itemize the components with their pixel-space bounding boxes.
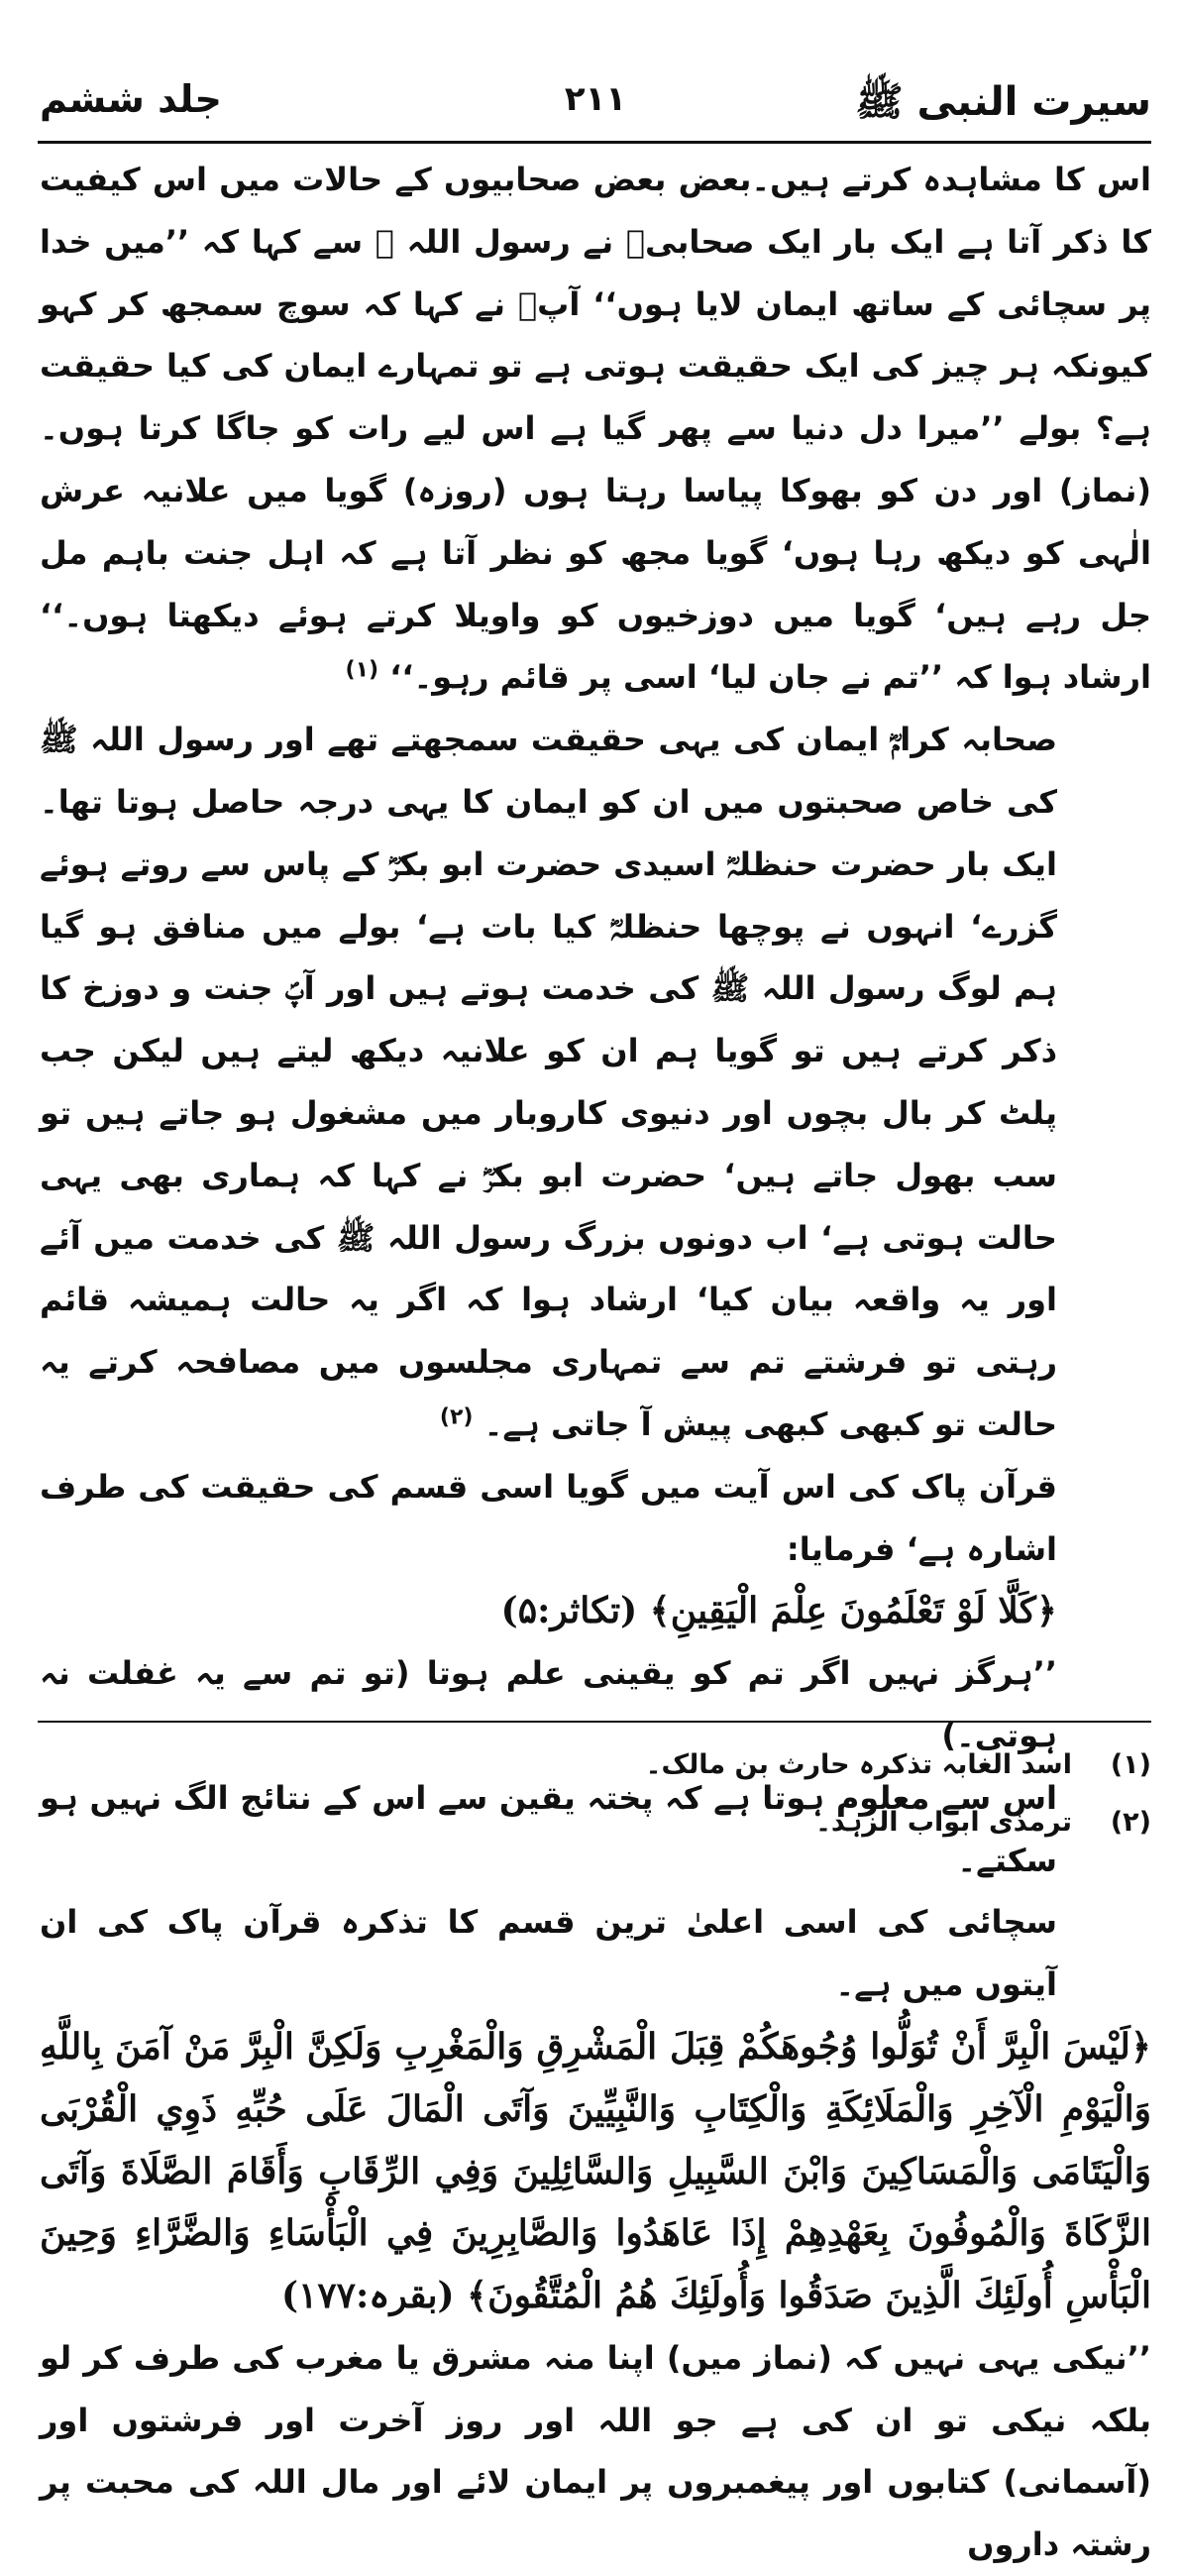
quran-verse-takathur: ﴿كَلَّا لَوْ تَعْلَمُونَ عِلْمَ الْيَقِينِ﴾ (تکاثر:۵) <box>500 1590 1057 1632</box>
paragraph-2-text: صحابہ کرامؓ ایمان کی یہی حقیقت سمجھتے تھے اور رسول اللہ ﷺ کی خاص صحبتوں میں ان کو ایمان کا یہی درجہ حاصل ہوتا تھا۔ایک بار حضرت حنظلہؓ اسیدی حضرت ابو بکرؓ کے پاس سے روتے ہوئے گزرے‘ انہوں نے پوچھا حنظلہؓ کیا بات ہے‘ بولے میں منافق ہو گیا ہم لوگ رسول اللہ ﷺ کی خدمت ہوتے ہیں اور آپؐ جنت و دوزخ کا ذکر کرتے ہیں تو گویا ہم ان کو علانیہ دیکھ لیتے ہیں لیکن جب پلٹ کر بال بچوں اور دنیوی کاروبار میں مشغول ہو جاتے ہیں تو سب بھول جاتے ہیں‘ حضرت ابو بکرؓ نے کہا کہ ہماری بھی یہی حالت ہوتی ہے‘ اب دونوں بزرگ رسول اللہ ﷺ کی خدمت میں آئے اور یہ واقعہ بیان کیا‘ ارشاد ہوا کہ اگر یہ حالت ہمیشہ قائم رہتی تو فرشتے تم سے تمہاری مجلسوں میں مصافحہ کرتے یہ حالت تو کبھی کبھی پیش آ جاتی ہے۔ <box>40 721 1057 1443</box>
verse-translation-1: ’’ہرگز نہیں اگر تم کو یقینی علم ہوتا (تو تم سے یہ غفلت نہ ہوتی۔) <box>40 1654 1057 1754</box>
footnote-ref-2: (۲) <box>439 1404 474 1430</box>
volume-label: جلد ششم <box>40 77 222 121</box>
paragraph-2 <box>40 709 1151 1456</box>
footnote-ref-1: (۱) <box>345 657 379 683</box>
footnote-number: (۱) <box>1110 1749 1151 1780</box>
footnote-divider <box>38 1721 1151 1723</box>
footnotes <box>40 1736 1151 1851</box>
paragraph-1-text: اس کا مشاہدہ کرتے ہیں۔بعض بعض صحابیوں کے حالات میں اس کیفیت کا ذکر آتا ہے ایک بار ایک صحابیؓ نے رسول اللہ ﷺ سے کہا کہ ’’میں خدا پر سچائی کے ساتھ ایمان لایا ہوں‘‘ آپؐ نے کہا کہ سوچ سمجھ کر کہو کیونکہ ہر چیز کی ایک حقیقت ہوتی ہے تو تمہارے ایمان کی کیا حقیقت ہے؟ بولے ’’میرا دل دنیا سے پھر گیا ہے اس لیے رات کو جاگا کرتا ہوں۔(نماز) اور دن کو بھوکا پیاسا رہتا ہوں (روزہ) گویا میں علانیہ عرش الٰہی کو دیکھ رہا ہوں‘ گویا مجھ کو نظر آتا ہے کہ اہل جنت باہم مل جل رہے ہیں‘ گویا میں دوزخیوں کو واویلا کرتے ہوئے دیکھتا ہوں۔‘‘ ارشاد ہوا کہ ’’تم نے جان لیا‘ اسی پر قائم رہو۔‘‘ <box>40 161 1151 697</box>
page-number: ۲۱۱ <box>564 79 627 119</box>
paragraph-1 <box>40 149 1151 709</box>
quran-verse-baqarah: ﴿لَيْسَ الْبِرَّ أَنْ تُوَلُّوا وُجُوهَكُمْ قِبَلَ الْمَشْرِقِ وَالْمَغْرِبِ وَلَكِنَّ الْبِرَّ مَنْ آمَنَ بِاللَّهِ وَالْيَوْمِ الْآخِرِ وَالْمَلَائِكَةِ وَالْكِتَابِ وَالنَّبِيِّينَ وَآتَى الْمَالَ عَلَى حُبِّهِ ذَوِي الْقُرْبَى وَالْيَتَامَى وَالْمَسَاكِينَ وَابْنَ السَّبِيلِ وَالسَّائِلِينَ وَفِي الرِّقَابِ وَأَقَامَ الصَّلَاةَ وَآتَى الزَّكَاةَ وَالْمُوفُونَ بِعَهْدِهِمْ إِذَا عَاهَدُوا وَالصَّابِرِينَ فِي الْبَأْسَاءِ وَالضَّرَّاءِ وَحِينَ الْبَأْسِ أُولَئِكَ الَّذِينَ صَدَقُوا وَأُولَئِكَ هُمُ الْمُتَّقُونَ﴾ (بقرہ:۱۷۷) <box>40 2025 1151 2317</box>
footnote-text: اسد الغابہ تذکرہ حارث بن مالک۔ <box>645 1749 1072 1780</box>
footnote-2 <box>40 1794 1151 1851</box>
paragraph-5: سچائی کی اسی اعلیٰ ترین قسم کا تذکرہ قرآن پاک کی ان آیتوں میں ہے۔ <box>40 1903 1057 2004</box>
paragraph-3: قرآن پاک کی اس آیت میں گویا اسی قسم کی حقیقت کی طرف اشارہ ہے‘ فرمایا: <box>40 1467 1057 1568</box>
footnote-number: (۲) <box>1110 1807 1151 1838</box>
main-text <box>40 149 1151 2576</box>
page-header <box>40 77 1151 137</box>
verse-translation-2: ’’نیکی یہی نہیں کہ (نماز میں) اپنا منہ مشرق یا مغرب کی طرف کر لو بلکہ نیکی تو ان کی ہے جو اللہ اور روز آخرت اور فرشتوں اور (آسمانی) کتابوں اور پیغمبروں پر ایمان لائے اور مال اللہ کی محبت پر رشتہ داروں <box>40 2338 1151 2564</box>
paragraph-4: اس سے معلوم ہوتا ہے کہ پختہ یقین سے اس کے نتائج الگ نہیں ہو سکتے۔ <box>40 1778 1057 1879</box>
header-divider <box>38 141 1151 144</box>
footnote-1 <box>40 1736 1151 1794</box>
book-title: سیرت النبی ﷺ <box>855 79 1151 125</box>
footnote-text: ترمذی ابواب الزہد۔ <box>815 1807 1072 1838</box>
